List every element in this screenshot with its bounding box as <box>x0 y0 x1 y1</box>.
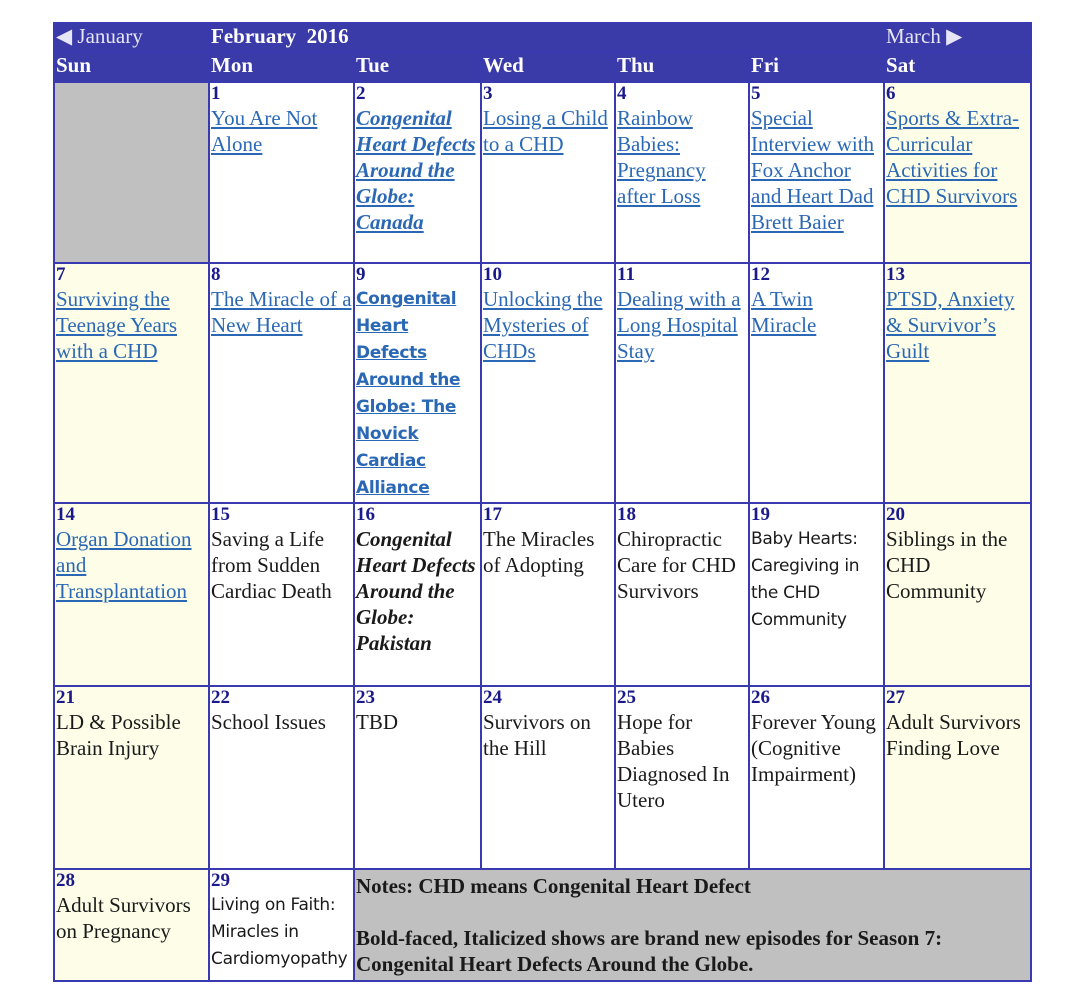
day-cell <box>54 686 209 869</box>
day-cell <box>481 263 615 503</box>
week-row <box>54 82 1031 263</box>
day-number: 8 <box>211 264 221 285</box>
next-month-link[interactable]: March ▶ <box>884 23 1031 52</box>
new-episode-link[interactable]: Congenital Heart Defects Around the Globe: Canada <box>356 106 476 234</box>
notes-legend: Bold-faced, Italicized shows are brand new episodes for Season 7: Congenital Heart Defects Around the Globe. <box>356 926 943 976</box>
day-number: 16 <box>356 504 375 525</box>
day-cell <box>354 686 481 869</box>
day-number: 26 <box>751 687 770 708</box>
day-cell <box>354 263 481 503</box>
day-number: 20 <box>886 504 906 525</box>
day-cell <box>209 82 354 263</box>
day-cell <box>749 686 884 869</box>
day-number: 7 <box>56 264 66 285</box>
day-cell <box>615 503 749 686</box>
day-number: 25 <box>617 687 636 708</box>
day-number: 23 <box>356 687 375 708</box>
header-thu: Thu <box>615 52 749 82</box>
day-cell <box>615 82 749 263</box>
notes-cell <box>354 869 1031 981</box>
episode-title: Survivors on the Hill <box>483 710 591 760</box>
month-navigation <box>54 23 1031 52</box>
episode-title: Hope for Babies Diagnosed In Utero <box>617 710 730 812</box>
episode-link[interactable]: The Miracle of a New Heart <box>211 287 352 337</box>
episode-link[interactable]: Unlocking the Mysteries of CHDs <box>483 287 603 363</box>
day-number: 28 <box>56 870 75 891</box>
episode-title: School Issues <box>211 710 326 734</box>
month-title-cell <box>209 23 884 52</box>
day-number: 1 <box>211 83 221 104</box>
day-number: 10 <box>483 264 502 285</box>
day-cell <box>615 263 749 503</box>
empty-day-cell <box>54 82 209 263</box>
new-episode-link[interactable]: Congenital Heart Defects Around the Globe: The Novick Cardiac Alliance <box>356 289 461 498</box>
episode-title: TBD <box>356 710 398 734</box>
day-number: 12 <box>751 264 770 285</box>
episode-title: Forever Young (Cognitive Impairment) <box>751 710 876 786</box>
episode-link[interactable]: Surviving the Teenage Years with a CHD <box>56 287 177 363</box>
day-cell <box>749 82 884 263</box>
week-row <box>54 869 1031 981</box>
episode-link[interactable]: Dealing with a Long Hospital Stay <box>617 287 741 363</box>
day-cell <box>54 869 209 981</box>
day-cell <box>354 503 481 686</box>
day-number: 29 <box>211 870 230 891</box>
day-number: 9 <box>356 264 366 285</box>
day-cell <box>884 82 1031 263</box>
day-cell <box>884 263 1031 503</box>
prev-month-link[interactable]: ◀ January <box>54 23 209 52</box>
header-sun: Sun <box>54 52 209 82</box>
episode-title: Siblings in the CHD Community <box>886 527 1008 603</box>
day-cell <box>54 263 209 503</box>
episode-link[interactable]: A Twin Miracle <box>751 287 817 337</box>
episode-title: Chiropractic Care for CHD Survivors <box>617 527 736 603</box>
day-number: 21 <box>56 687 75 708</box>
day-number: 18 <box>617 504 636 525</box>
episode-link[interactable]: PTSD, Anxiety & Survivor’s Guilt <box>886 287 1015 363</box>
day-cell <box>209 263 354 503</box>
day-number: 14 <box>56 504 75 525</box>
february-2016-calendar <box>53 22 1032 982</box>
header-fri: Fri <box>749 52 884 82</box>
week-row <box>54 263 1031 503</box>
header-sat: Sat <box>884 52 1031 82</box>
episode-link[interactable]: Rainbow Babies: Pregnancy after Loss <box>617 106 706 208</box>
header-mon: Mon <box>209 52 354 82</box>
week-row <box>54 686 1031 869</box>
day-number: 11 <box>617 264 635 285</box>
day-cell <box>749 263 884 503</box>
episode-title: Baby Hearts: Caregiving in the CHD Community <box>751 529 860 630</box>
weekday-header-row <box>54 52 1031 82</box>
day-number: 15 <box>211 504 230 525</box>
episode-link[interactable]: Losing a Child to a CHD <box>483 106 608 156</box>
day-cell <box>749 503 884 686</box>
day-number: 13 <box>886 264 906 285</box>
day-number: 6 <box>886 83 896 104</box>
day-cell <box>884 686 1031 869</box>
month-title: February 2016 <box>211 24 349 48</box>
day-cell <box>354 82 481 263</box>
day-cell <box>481 82 615 263</box>
episode-title: Adult Survivors on Pregnancy <box>56 893 191 943</box>
day-cell <box>615 686 749 869</box>
day-cell <box>54 503 209 686</box>
day-cell <box>884 503 1031 686</box>
episode-link[interactable]: Organ Donation and Transplantation <box>56 527 192 603</box>
day-cell <box>209 686 354 869</box>
day-number: 2 <box>356 83 366 104</box>
episode-link[interactable]: You Are Not Alone <box>211 106 318 156</box>
day-number: 27 <box>886 687 906 708</box>
header-wed: Wed <box>481 52 615 82</box>
episode-title: Saving a Life from Sudden Cardiac Death <box>211 527 332 603</box>
day-cell <box>209 503 354 686</box>
day-cell <box>481 686 615 869</box>
day-number: 3 <box>483 83 493 104</box>
day-cell <box>481 503 615 686</box>
day-cell <box>209 869 354 981</box>
week-row <box>54 503 1031 686</box>
episode-title: LD & Possible Brain Injury <box>56 710 181 760</box>
day-number: 24 <box>483 687 502 708</box>
day-number: 5 <box>751 83 761 104</box>
header-tue: Tue <box>354 52 481 82</box>
episode-link[interactable]: Special Interview with Fox Anchor and Heart Dad Brett Baier <box>751 106 875 234</box>
notes-line: Notes: CHD means Congenital Heart Defect <box>356 874 751 898</box>
day-number: 17 <box>483 504 502 525</box>
episode-title: Living on Faith: Miracles in Cardiomyopathy <box>211 895 348 969</box>
new-episode-title: Congenital Heart Defects Around the Globe: Pakistan <box>356 527 476 655</box>
day-number: 22 <box>211 687 230 708</box>
episode-title: The Miracles of Adopting <box>483 527 595 577</box>
day-number: 19 <box>751 504 770 525</box>
day-number: 4 <box>617 83 627 104</box>
episode-title: Adult Survivors Finding Love <box>886 710 1021 760</box>
episode-link[interactable]: Sports & Extra-Curricular Activities for CHD Survivors <box>886 106 1020 208</box>
